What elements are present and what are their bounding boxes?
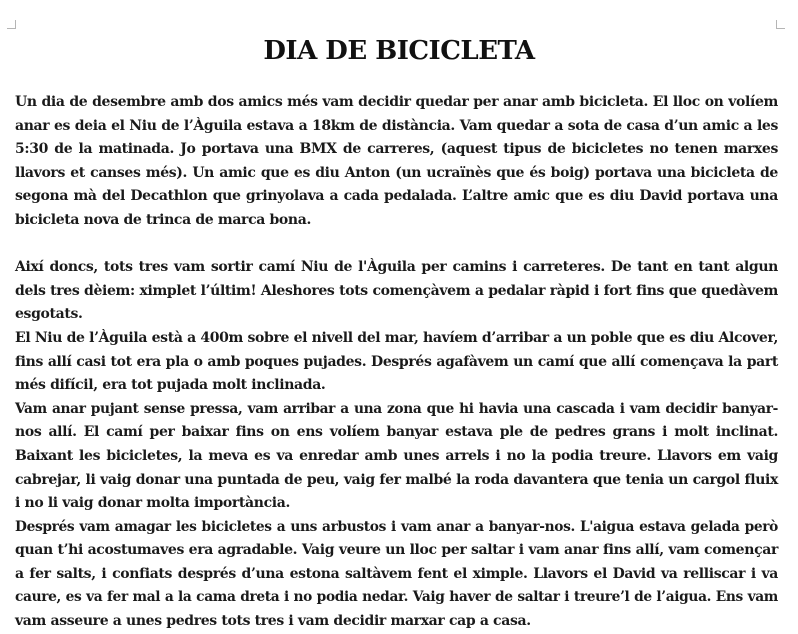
paragraph-line[interactable]: i no li vaig donar molta importància. (15, 495, 290, 512)
page-corner-mark-left (7, 20, 16, 29)
paragraph-line[interactable]: caure, es va fer mal a la cama dreta i no podia nedar. Vaig haver de saltar i treure’l de l’aigua. Ens vam (15, 589, 778, 606)
paragraph-line[interactable]: llavors et canses més). Un amic que es diu Anton (un ucraïnès que és boig) portava una bicicleta de (15, 164, 778, 181)
paragraph-line[interactable]: Un dia de desembre amb dos amics més vam decidir quedar per anar amb bicicleta. El lloc on volíem (15, 94, 778, 110)
paragraph-line[interactable]: cabrejar, li vaig donar una puntada de peu, vaig fer malbé la roda davantera que tenia un cargol fluix (15, 471, 778, 488)
blank-line (15, 233, 778, 257)
paragraph-line[interactable]: a fer salts, i confiats després d’una estona saltàvem fent el ximple. Llavors el David va relliscar i va (15, 565, 778, 582)
page-corner-mark-right (776, 20, 785, 29)
paragraph-line[interactable]: segona mà del Decathlon que grinyolava a cada pedalada. L’altre amic que es diu David portava una (15, 188, 778, 205)
document-body[interactable] (15, 91, 778, 634)
paragraph-line[interactable]: El Niu de l’Àguila està a 400m sobre el nivell del mar, havíem d’arribar a un poble que es diu Alcover, (15, 329, 778, 346)
paragraph-line[interactable]: Després vam amagar les bicicletes a uns arbustos i vam anar a banyar-nos. L'aigua estava gelada però (15, 518, 778, 535)
paragraph-line[interactable]: Vam anar pujant sense pressa, vam arribar a una zona que hi havia una cascada i vam decidir banyar- (15, 400, 778, 417)
paragraph-line[interactable]: més difícil, era tot pujada molt inclinada. (15, 377, 326, 394)
paragraph-line[interactable]: quan t’hi acostumaves era agradable. Vaig veure un lloc per saltar i vam anar fins allí, vam començar (15, 542, 778, 559)
document-title[interactable]: DIA DE BICICLETA (263, 36, 535, 66)
paragraph-line[interactable]: esgotats. (15, 306, 83, 323)
paragraph-line[interactable]: vam asseure a unes pedres tots tres i vam decidir marxar cap a casa. (15, 613, 531, 630)
paragraph-line[interactable]: Així doncs, tots tres vam sortir camí Niu de l'Àguila per camins i carreteres. De tant en tant algun (15, 259, 778, 276)
paragraph-line[interactable]: nos allí. El camí per baixar fins on ens volíem banyar estava ple de pedres grans i molt inclinat. (15, 424, 778, 441)
paragraph-line[interactable]: Baixant les bicicletes, la meva es va enredar amb unes arrels i no la podia treure. Llavors em vaig (15, 447, 778, 464)
paragraph-line[interactable]: dels tres dèiem: ximplet l’últim! Aleshores tots començàvem a pedalar ràpid i fort fins que quedàvem (15, 282, 778, 299)
paragraph-line[interactable]: 5:30 de la matinada. Jo portava una BMX de carreres, (aquest tipus de bicicletes no tenen marxes (15, 141, 778, 158)
paragraph-line[interactable]: anar es deia el Niu de l’Àguila estava a 18km de distància. Vam quedar a sota de casa d’un amic a les (15, 117, 778, 134)
paragraph-line[interactable]: bicicleta nova de trinca de marca bona. (15, 211, 311, 228)
paragraph-line[interactable]: fins allí casi tot era pla o amb poques pujades. Després agafàvem un camí que allí començava la part (15, 353, 778, 370)
